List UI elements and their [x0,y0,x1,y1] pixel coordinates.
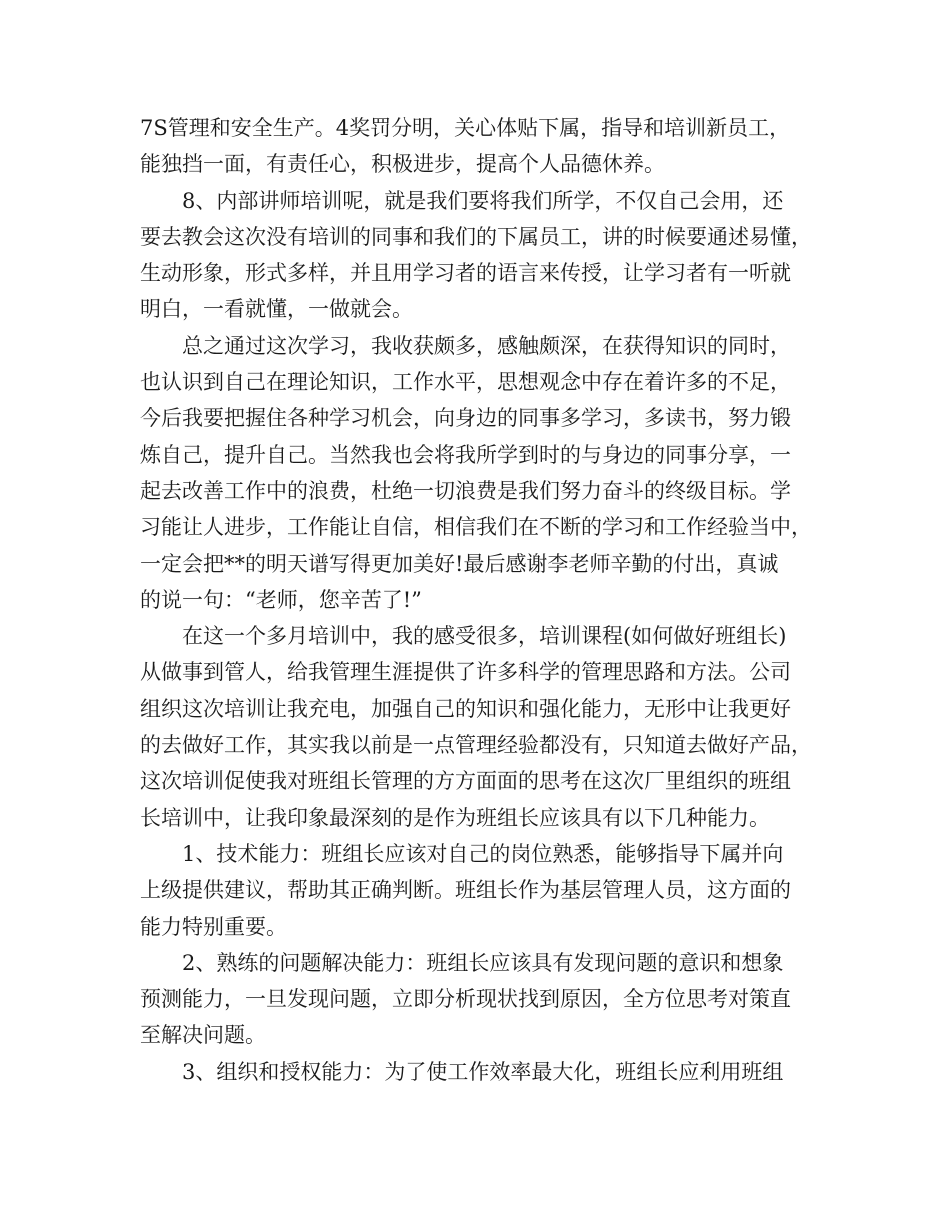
paragraph-start-line: 8、内部讲师培训呢，就是我们要将我们所学，不仅自己会用，还 [182,188,784,213]
text-line: 7S管理和安全生产。4奖罚分明，关心体贴下属，指导和培训新员工， [140,116,791,140]
text-line: 能力特别重要。 [140,914,287,939]
text-line: 炼自己，提升自己。当然我也会将我所学到时的与身边的同事分享，一 [140,442,791,467]
text-line: 生动形象，形式多样，并且用学习者的语言来传授，让学习者有一听就 [140,261,791,286]
text-line: 组织这次培训让我充电，加强自己的知识和强化能力，无形中让我更好 [140,696,791,721]
text-line: 要去教会这次没有培训的同事和我们的下属员工，讲的时候要通述易懂， [140,224,812,249]
text-line: 长培训中，让我印象最深刻的是作为班组长应该具有以下几种能力。 [140,805,770,830]
text-line: 从做事到管人，给我管理生涯提供了许多科学的管理思路和方法。公司 [140,660,791,685]
text-line: 的说一句：“老师，您辛苦了!” [140,587,422,612]
text-line: 的去做好工作，其实我以前是一点管理经验都没有，只知道去做好产品， [140,733,812,758]
document-body [140,110,820,1090]
text-line: 一定会把**的明天谱写得更加美好!最后感谢李老师辛勤的付出，真诚 [140,551,779,576]
text-line: 也认识到自己在理论知识，工作水平，思想观念中存在着许多的不足， [140,370,791,395]
paragraph-start-line: 总之通过这次学习，我收获颇多，感触颇深，在获得知识的同时， [182,333,791,358]
text-line: 这次培训促使我对班组长管理的方方面面的思考在这次厂里组织的班组 [140,769,791,794]
paragraph-start-line: 1、技术能力：班组长应该对自己的岗位熟悉，能够指导下属并向 [182,841,784,866]
paragraph-start-line: 2、熟练的问题解决能力：班组长应该具有发现问题的意识和想象 [182,950,784,975]
text-line: 上级提供建议，帮助其正确判断。班组长作为基层管理人员，这方面的 [140,878,791,903]
text-line: 起去改善工作中的浪费，杜绝一切浪费是我们努力奋斗的终级目标。学 [140,478,791,503]
paragraph-start-line: 3、组织和授权能力：为了使工作效率最大化，班组长应利用班组 [182,1059,784,1084]
text-line: 习能让人进步，工作能让自信，相信我们在不断的学习和工作经验当中， [140,515,812,540]
text-line: 明白，一看就懂，一做就会。 [140,297,413,322]
text-line: 能独挡一面，有责任心，积极进步，提高个人品德休养。 [140,152,665,177]
text-line: 预测能力，一旦发现问题，立即分析现状找到原因，全方位思考对策直 [140,987,791,1012]
paragraph-start-line: 在这一个多月培训中，我的感受很多，培训课程(如何做好班组长) [182,624,787,649]
text-line: 至解决问题。 [140,1023,266,1048]
text-line: 今后我要把握住各种学习机会，向身边的同事多学习，多读书，努力锻 [140,406,791,431]
